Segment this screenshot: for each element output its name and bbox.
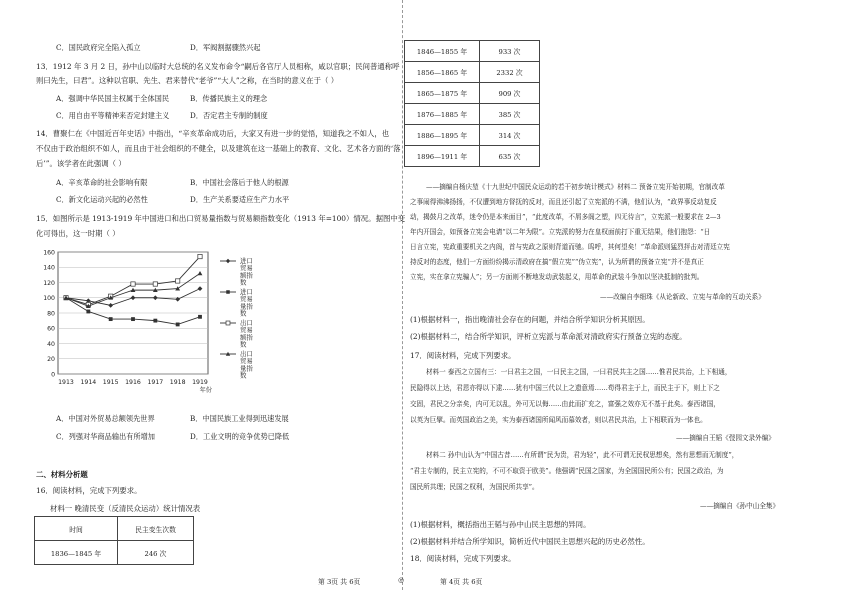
q16-requirement-1: (1)根据材料一，指出晚清社会存在的问题，并结合所学知识分析其原因。 (410, 315, 650, 324)
data-point (153, 282, 157, 286)
q14-option-b: B．中国社会落后于他人的根源 (190, 178, 289, 187)
q17-stem: 17．阅读材料，完成下列要求。 (410, 351, 516, 360)
table-header-time: 时间 (35, 517, 118, 541)
q13-option-b: B．传播民族主义的理念 (190, 94, 268, 103)
material2-line: ——摘编自杨庆堃《十九世纪中国民众运动的若干初步统计模式》材料二 预备立宪开始初期，官制改革 (426, 183, 725, 191)
data-point (198, 271, 203, 275)
table-cell: 246 次 (118, 541, 194, 565)
q17-source1: ——摘编自王韬《弢园文录外编》 (676, 434, 775, 442)
x-tick-label: 1918 (169, 379, 186, 386)
trade-index-chart (40, 244, 302, 412)
data-point (86, 310, 90, 314)
legend-label: 额指 (240, 271, 253, 280)
q16-material1-title: 材料一 晚清民变（反清民众运动）统计情况表 (50, 504, 201, 513)
y-tick-label: 80 (47, 310, 55, 318)
q14-line3: 后’”。该学者在此强调（ ） (36, 159, 126, 168)
x-tick-label: 1913 (58, 379, 74, 386)
q16-stem: 16．阅读材料，完成下列要求。 (36, 486, 142, 495)
table-cell: 1846—1855 年 (405, 41, 480, 62)
q14-option-a: A．辛亥革命的社会影响有限 (56, 178, 148, 187)
table-header-count: 民主变生次数 (118, 517, 194, 541)
data-point (131, 317, 135, 321)
y-tick-label: 60 (47, 325, 55, 333)
table-cell: 314 次 (480, 125, 540, 146)
data-point (153, 295, 158, 300)
data-point (153, 319, 157, 323)
q13-option-a: A．强调中华民国主权属于全体国民 (56, 94, 170, 103)
q13-line1: 13．1912 年 3 月 2 日，孙中山以临时大总统的名义发布命令“嗣后各官厅人员相称，咸以官职；民间普通称呼 (36, 62, 400, 71)
legend-label: 数 (240, 309, 247, 318)
material2-line: 立宪，实在拿立宪骗人”；另一方面则不断地发动武装起义，用革命的武装斗争加以坚决抵制的批判。 (410, 273, 704, 281)
q18-stem: 18．阅读材料，完成下列要求。 (410, 554, 516, 563)
table-row (405, 146, 540, 167)
legend-marker (226, 321, 230, 325)
table-cell: 1865—1875 年 (405, 83, 480, 104)
legend-label: 数 (240, 340, 247, 349)
legend-label: 出口 (240, 319, 253, 327)
table-cell: 909 次 (480, 83, 540, 104)
legend-label: 出口 (240, 350, 253, 358)
q17-requirement-2: (2)根据材料并结合所学知识，简析近代中国民主思想兴起的历史必然性。 (410, 537, 650, 546)
table-cell: 1836—1845 年 (35, 541, 118, 565)
q14-option-d: D．生产关系要适应生产力水平 (190, 195, 290, 204)
legend-label: 额指 (240, 333, 253, 342)
legend-label: 量指 (240, 364, 253, 373)
section-heading: 二、材料分析题 (36, 470, 88, 479)
legend-label: 数 (240, 278, 247, 287)
q17-material1-line: 以英为巨擘。而英国政治之美，实为泰西诸国所闻风而慕效者，则以君民共治，上下相联而为一体也。 (410, 416, 707, 424)
data-point (176, 323, 180, 327)
legend-marker (226, 290, 230, 294)
y-tick-label: 40 (47, 340, 55, 348)
table-cell: 933 次 (480, 41, 540, 62)
data-point (108, 303, 113, 308)
unrest-table-continued (404, 40, 540, 167)
legend-label: 贸易 (240, 295, 253, 304)
table-cell: 635 次 (480, 146, 540, 167)
y-tick-label: 160 (43, 249, 55, 257)
footer-mark: ◎ (398, 576, 404, 584)
y-tick-label: 120 (43, 279, 55, 287)
q15-option-b: B．中国民族工业得到迅速发展 (190, 414, 289, 423)
q15-line2: 化可得出，这一时期（ ） (36, 229, 120, 238)
table-cell: 1856—1865 年 (405, 62, 480, 83)
q13-option-d: D．否定君主专制的制度 (190, 111, 268, 120)
material2-line: 日言立宪，宪政重要机关之内阁，首与宪政之原则背道而驰。呜呼，其何望矣！”革命派则猛烈抨击对清廷立宪 (410, 243, 730, 251)
x-axis-label: 年份 (199, 387, 212, 394)
legend-label: 贸易 (240, 326, 253, 335)
data-point (198, 254, 202, 258)
data-point (131, 295, 136, 300)
q16-requirement-2: (2)根据材料二，结合所学知识，评析立宪派与革命派对清政府实行预备立宪的态度。 (410, 332, 687, 341)
y-tick-label: 100 (43, 295, 55, 303)
y-tick-label: 20 (47, 356, 55, 364)
q12-option-d: D．军阀割据骤然兴起 (190, 43, 261, 52)
q15-line1: 15．如图所示是 1913-1919 年中国进口和出口贸易量指数与贸易额指数变化（1913 年=100）情况。据图中变 (36, 214, 406, 223)
unrest-table-top (34, 516, 194, 565)
table-row (405, 104, 540, 125)
legend-marker (226, 259, 230, 263)
q17-material2-line: 材料二 孙中山认为“中国古昔……有所谓”民为贵，君为轻”，此不可谓无民权思想矣，然有思想而无制度”， (426, 451, 739, 459)
table-cell: 385 次 (480, 104, 540, 125)
table-cell: 1876—1885 年 (405, 104, 480, 125)
q17-requirement-1: (1)根据材料，概括指出王韬与孙中山民主思想的异同。 (410, 520, 591, 529)
material2-line: 年内开国会，如预备立宪会电请“以二年为限”。立宪派的努力在皇权面前打下重无结果，他们抱怨：“日 (410, 228, 711, 236)
q17-material2-line: 国民所共理；民国之权利，为国民所共享”。 (410, 483, 539, 491)
x-tick-label: 1919 (192, 379, 208, 386)
legend-label: 贸易 (240, 264, 253, 273)
page-footer-right: 第 4页 共 6页 (440, 578, 483, 586)
q17-material2-line: “君主专制的，民主立宪的，不可不取资于欧美”。他强调“民国之国家，为全国国民所公有；民国之政治，为 (410, 467, 724, 475)
legend-label: 进口 (240, 288, 253, 296)
material2-line: 持反对的态度，他们一方面纷纷揭示清政府在搞“假立宪”“伪立宪”，认为所谓的预备立宪“并不是真正 (410, 258, 704, 266)
table-row (405, 125, 540, 146)
legend-label: 贸易 (240, 357, 253, 366)
legend-label: 量指 (240, 302, 253, 311)
q17-material1-line: 材料一 泰西之立国有三：一曰君主之国，一曰民主之国，一曰君民共主之国……惟君民共治，上下相通， (426, 368, 732, 376)
q14-line1: 14．曹聚仁在《中国近百年史话》中指出，“辛亥革命成功后，大家又有进一步的觉悟，知道我之不如人，也 (36, 129, 390, 138)
legend-label: 进口 (240, 257, 253, 265)
table-row (405, 41, 540, 62)
page-divider (402, 0, 403, 590)
x-tick-label: 1914 (80, 379, 97, 386)
q13-line2: 则曰先生，曰君”。这种以官职、先生、君来替代“老爷”“大人”之称，在当时的意义在于（ ） (36, 76, 339, 85)
data-point (131, 282, 135, 286)
q15-option-a: A．中国对外贸易总额领先世界 (56, 414, 155, 423)
data-point (198, 315, 202, 319)
page-footer-left: 第 3页 共 6页 (318, 578, 361, 586)
table-cell: 1886—1895 年 (405, 125, 480, 146)
y-tick-label: 140 (43, 264, 55, 272)
data-point (198, 286, 203, 291)
q15-option-d: D．工业文明的竞争优势已降低 (190, 432, 290, 441)
data-point (109, 317, 113, 321)
material2-line: 之事闹得沸沸扬扬，不仅遭到地方督抚的反对，而且还引起了立宪派的不满，他们认为，“政界事反动复反 (410, 198, 717, 206)
table-row (405, 62, 540, 83)
data-point (176, 279, 180, 283)
material2-line: 动，揭鼓月之改革，迷令仍是本来面目”，“此度改革，不屑多阁之塑，四无待言”，立宪派一般要求在 2—3 (410, 213, 721, 221)
q17-material1-line: 民隐得以上达，君恩亦得以下逮……犹有中国三代以上之遗意焉……苟得君主于上，而民主于下，则上下之 (410, 384, 720, 392)
q14-option-c: C．新文化运动兴起的必然性 (56, 195, 148, 204)
q12-option-c: C．国民政府完全陷入孤立 (56, 43, 141, 52)
material2-source: ——改编自李细珠《从论新政、立宪与革命的互动关系》 (600, 293, 765, 301)
q14-line2: 不仅由于政治组织不如人，而且由于社会组织的不健全，以及建筑在这一基础上的教育、文化、艺术各方面的‘落 (36, 144, 401, 153)
q13-option-c: C．用自由平等精神来否定封建主义 (56, 111, 170, 120)
table-cell: 1896—1911 年 (405, 146, 480, 167)
table-row (405, 83, 540, 104)
q15-option-c: C．列强对华商品输出有所增加 (56, 432, 155, 441)
x-tick-label: 1915 (102, 379, 119, 386)
table-cell: 2332 次 (480, 62, 540, 83)
legend-label: 数 (240, 371, 247, 380)
x-tick-label: 1916 (125, 379, 141, 386)
x-tick-label: 1917 (147, 379, 164, 386)
q17-source2: ——摘编自《孙中山全集》 (700, 502, 780, 510)
q17-material1-line: 交固，君民之分亲矣，内可无以乱，外可无以侮……由此而扩充之，富强之效亦无不基于此矣。泰西诸国， (410, 400, 720, 408)
y-tick-label: 0 (51, 371, 55, 379)
